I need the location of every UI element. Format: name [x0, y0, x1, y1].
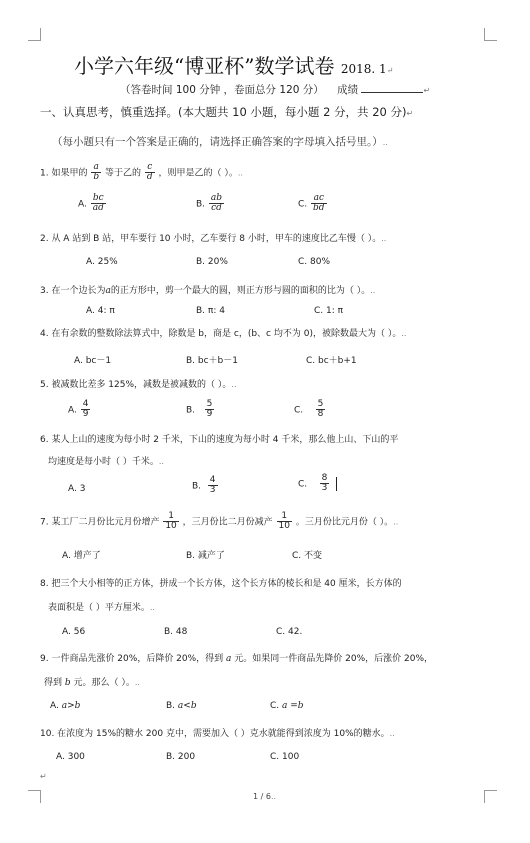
q1-option-c[interactable]: C. $\frac{ac}{bd}$	[298, 193, 325, 214]
q3-option-a[interactable]: A. 4: π	[86, 306, 115, 316]
fraction-a-over-b: $\frac{a}{b}$	[93, 162, 100, 183]
fraction-c-over-d: $\frac{c}{d}$	[146, 162, 153, 183]
q4-option-c[interactable]: C. bc＋b+1	[306, 356, 357, 366]
question-4: 4. 在有余数的整数除法算式中，除数是 b，商是 c，(b、c 均不为 0)，被除数最大为（ ）。..	[40, 329, 407, 339]
section-note: （每小题只有一个答案是正确的，请选择正确答案的字母填入括号里。）..	[52, 136, 388, 148]
q10-option-c[interactable]: C. 100	[270, 752, 300, 762]
q2-option-b[interactable]: B. 20%	[196, 257, 228, 267]
text-cursor	[336, 477, 337, 491]
question-10: 10. 在浓度为 15%的糖水 200 克中，需要加入（ ）克水就能得到浓度为 10%的糖水。..	[40, 729, 395, 739]
q5-option-c[interactable]: C. $\frac{5}{8}$	[294, 399, 324, 420]
title-main: 小学六年级“博亚杯”数学试卷	[74, 54, 335, 78]
q2-option-c[interactable]: C. 80%	[298, 257, 331, 267]
q2-option-a[interactable]: A. 25%	[86, 257, 118, 267]
crop-mark-bottom-right	[484, 790, 497, 803]
question-3: 3. 在一个边长为a的正方形中，剪一个最大的圆，则正方形与圆的面积的比为（ ）。..	[40, 286, 376, 296]
fraction-one-tenth-2: $\frac{1}{10}$	[278, 511, 290, 532]
q7-option-a[interactable]: A. 增产了	[62, 551, 101, 561]
question-6: 6. 某人上山的速度为每小时 2 千米，下山的速度为每小时 4 千米，那么他上山、下山的平	[40, 435, 399, 445]
exam-time: （答卷时间 100 分钟 ，卷面总分 120 分）	[120, 84, 324, 96]
q8-option-c[interactable]: C. 42.	[276, 627, 303, 637]
q10-option-b[interactable]: B. 200	[166, 752, 196, 762]
section-heading: 一、认真思考，慎重选择。(本大题共 10 小题，每小题 2 分，共 20 分)↵	[40, 105, 414, 119]
question-8: 8. 把三个大小相等的正方体，拼成一个长方体，这个长方体的棱长和是 40 厘米，长方体的	[40, 579, 402, 589]
question-2: 2. 从 A 站到 B 站，甲车要行 10 小时，乙车要行 8 小时，甲车的速度比乙车慢（ ）。..	[40, 234, 387, 244]
question-6-cont: 均速度是每小时（ ）千米。..	[48, 457, 164, 467]
q1-option-b[interactable]: B. $\frac{ab}{cd}$	[196, 193, 223, 214]
q4-option-a[interactable]: A. bc－1	[74, 356, 112, 366]
crop-mark-top-left	[28, 28, 41, 41]
q1-option-a[interactable]: A. $\frac{bc}{ad}$	[78, 193, 104, 214]
question-1: 1. 如果甲的 $\frac{a}{b}$ 等于乙的 $\frac{c}{d}$ ，则甲是乙的（ ）。..	[40, 162, 243, 183]
q9-option-b[interactable]: B. a<b	[166, 701, 197, 711]
q8-option-a[interactable]: A. 56	[62, 627, 86, 637]
q6-option-a[interactable]: A. 3	[68, 484, 86, 494]
q7-option-b[interactable]: B. 减产了	[186, 551, 225, 561]
fraction-one-tenth: $\frac{1}{10}$	[165, 511, 177, 532]
crop-mark-bottom-left	[28, 790, 41, 803]
q9-option-a[interactable]: A. a>b	[50, 701, 81, 711]
q10-option-a[interactable]: A. 300	[56, 752, 85, 762]
q3-option-b[interactable]: B. π: 4	[196, 306, 225, 316]
q6-option-b[interactable]: B. $\frac{4}{3}$	[192, 475, 216, 496]
exam-info: （答卷时间 100 分钟 ，卷面总分 120 分） 成绩 ↵	[120, 84, 431, 96]
crop-mark-top-right	[484, 28, 497, 41]
score-label: 成绩	[337, 84, 359, 96]
score-blank[interactable]	[361, 83, 423, 93]
paragraph-mark: ↵	[40, 772, 47, 781]
title-year: 2018. 1	[340, 62, 387, 76]
q9-option-c[interactable]: C. a =b	[270, 701, 304, 711]
exam-title: 小学六年级“博亚杯”数学试卷 2018. 1↵	[74, 54, 394, 78]
q5-option-b[interactable]: B. $\frac{5}{9}$	[186, 399, 213, 420]
page-number: 1 / 6..	[253, 792, 277, 801]
q5-option-a[interactable]: A. $\frac{4}{9}$	[68, 399, 89, 420]
q7-option-c[interactable]: C. 不变	[292, 551, 323, 561]
question-9-cont: 得到 b 元。那么（ ）。..	[44, 678, 140, 688]
question-9: 9. 一件商品先涨价 20%，后降价 20%，得到 a 元。如果同一件商品先降价 20%，后涨价 20%，	[40, 654, 434, 664]
q6-option-c[interactable]: C. $\frac{8}{3}$	[298, 474, 337, 494]
question-5: 5. 被减数比差多 125%，减数是被减数的（ ）。..	[40, 380, 237, 390]
question-8-cont: 表面积是（ ）平方厘米。..	[48, 603, 155, 613]
q4-option-b[interactable]: B. bc＋b－1	[186, 356, 238, 366]
question-7: 7. 某工厂二月份比元月份增产 $\frac{1}{10}$ ，三月份比二月份减产 $\frac{1}{10}$ 。三月份比元月份（ ）。..	[40, 511, 399, 532]
q3-option-c[interactable]: C. 1: π	[314, 306, 344, 316]
q8-option-b[interactable]: B. 48	[164, 627, 188, 637]
